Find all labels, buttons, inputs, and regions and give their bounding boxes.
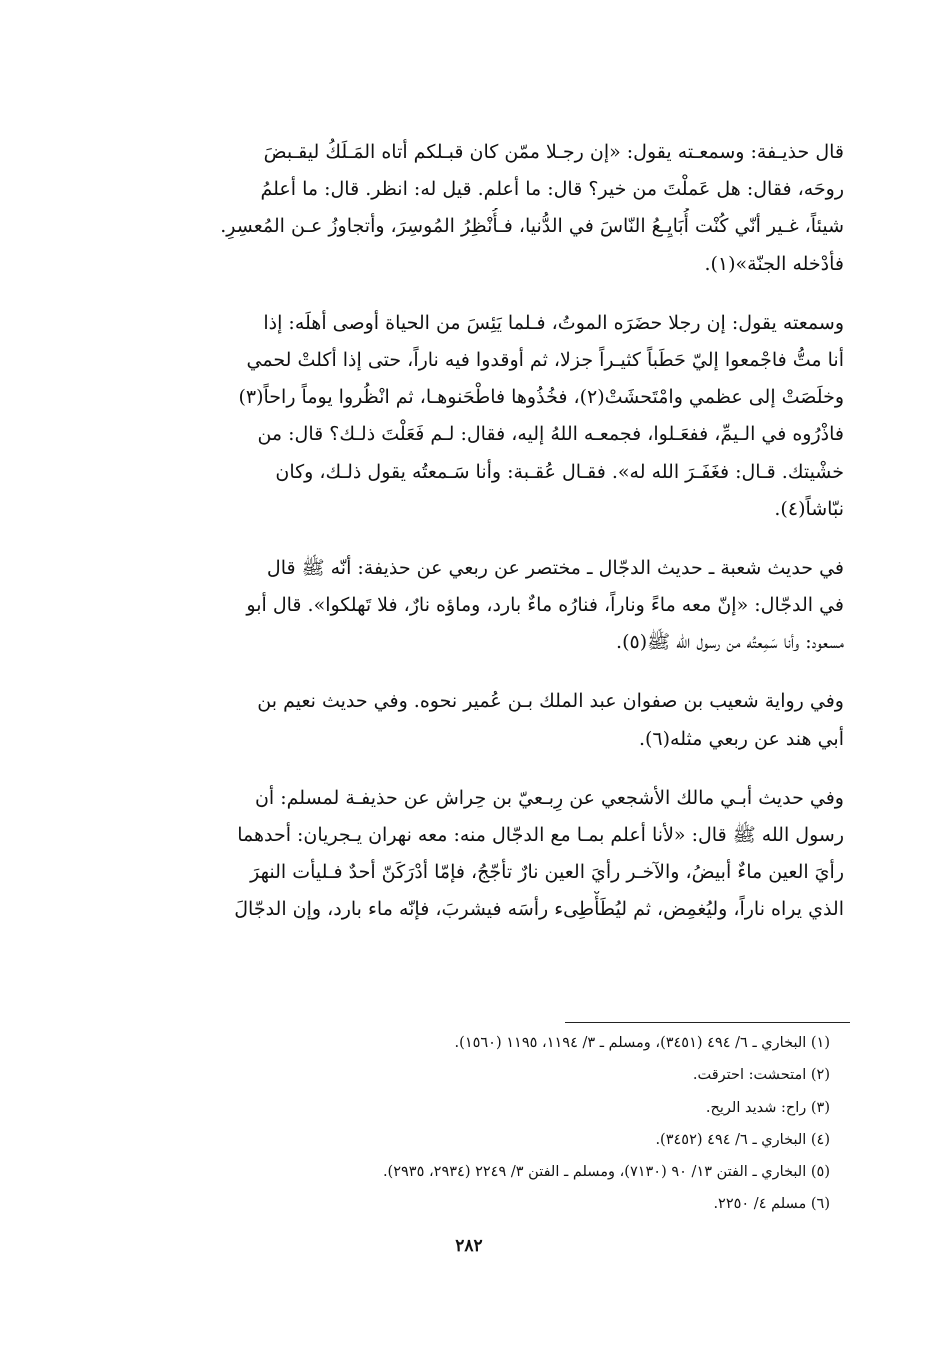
footnotes <box>80 1027 830 1221</box>
page-number: ٢٨٢ <box>455 1236 483 1256</box>
text-line: رأيَ العين ماءٌ أبيضُ، والآخـر رأيَ العين نارٌ تأجّجُ، فإمّا أدْرَكَنّ أحدٌ فـليأت النهرَ <box>250 861 844 884</box>
text-line: فأدْخله الجنّة»(١). <box>704 252 844 275</box>
text-line: شيئاً، غـير أنّي كُنْت أُبَايِـعُ النّاسَ في الدُّنيا، فـأُنْظِرُ المُوسِرَ، وأتجاوزُ عـن المُعسِرِ. <box>220 215 844 238</box>
text-line: وسمعته يقول: إن رجلا حضَرَه الموتُ، فـلما يَئِسَ من الحياة أوصى أهلَه: إذا <box>263 311 844 334</box>
text-line: في حديث شعبة ـ حديث الدجّال ـ مختصر عن ربعي عن حذيفة: أنّه ﷺ قال <box>266 556 844 579</box>
text-line: خشْيتك. قـال: فغَفَـرَ الله له». فقـال عُقـبة: وأنا سَـمعتُه يقول ذلـك، وكان <box>275 460 844 483</box>
text-line: نبّاشاً(٤). <box>774 497 844 520</box>
footnote-divider <box>565 1022 850 1023</box>
text-line: قال حذيـفة: وسمعـته يقول: «إن رجـلا ممّن كان قبـلكم أتاه المَـلَكُ ليقـبضَ <box>263 141 844 163</box>
paragraph-abu-malik <box>80 780 844 929</box>
footnote-4: (٤) البخاري ـ ٦/ ٤٩٤ (٣٤٥٢). <box>655 1131 830 1148</box>
text-line: الذي يراه ناراً، وليُغمِض، ثم ليُطَأْطِىء رأسَه فيشربَ، فإنّه ماء بارد، وإن الدجّالَ <box>234 898 844 921</box>
text-line: في الدجّال: «إنّ معه ماءً وناراً، فنارُه ماءٌ بارد، وماؤه نارٌ، فلا تَهلكوا». قال أبو <box>246 594 844 617</box>
paragraph-dying-man <box>80 305 844 528</box>
text-line: أبي هند عن ربعي مثله(٦). <box>638 727 844 750</box>
text-line: وفي حديث أبـي مالك الأشجعي عن رِبـعيّ بن حِراش عن حذيفـة لمسلم: أن <box>254 786 844 809</box>
text-line: رسول الله ﷺ قال: «لأنا أعلم بمـا مع الدجّال منه: معه نهران يـجريان: أحدهما <box>237 824 844 846</box>
text-line: وفي رواية شعيب بن صفوان عبد الملك بـن عُمير نحوه. وفي حديث نعيم بن <box>257 690 844 713</box>
text-line: أنا متُّ فاجْمعوا إليّ حَطَباً كثيـراً جزلا، ثم أوقدوا فيه ناراً، حتى إذا أكلتْ لحمي <box>246 348 844 371</box>
text-line: وخلَصَتْ إلى عظمي وامْتَحشَتْ(٢)، فخُذُوها فاطْحَنوهـا، ثم انْظُروا يوماً راحاً(٣) <box>238 386 844 409</box>
footnote-1: (١) البخاري ـ ٦/ ٤٩٤ (٣٤٥١)، ومسلم ـ ٣/ ١١٩٤، ١١٩٥ (١٥٦٠). <box>454 1035 830 1051</box>
text-line: روحَه، فقال: هل عَملْتَ من خير؟ قال: ما أعلم. قيل له: انظر. قال: ما أعلمُ <box>260 178 844 201</box>
footnote-3: (٣) راح: شديد الريح. <box>705 1099 830 1116</box>
text-line: فاذْرُوه في الـيمِّ، ففعَـلوا، فجمعـه اللهُ إليه، فقال: لـم فَعَلْتَ ذلـك؟ قال: من <box>257 423 844 446</box>
paragraph-shuba <box>80 550 844 662</box>
footnote-5: (٥) البخاري ـ الفتن ١٣/ ٩٠ (٧١٣٠)، ومسلم ـ الفتن ٣/ ٢٢٤٩ (٢٩٣٤، ٢٩٣٥). <box>382 1164 830 1181</box>
paragraph-hadith-huzaifa <box>80 134 844 283</box>
main-text <box>80 134 844 951</box>
footnote-6: (٦) مسلم ٤/ ٢٢٥٠. <box>713 1196 830 1213</box>
paragraph-shuaib <box>80 683 844 757</box>
footnote-2: (٢) امتحشت: احترقت. <box>692 1067 830 1084</box>
text-line: مسعود: وأنا سَمِعتُه من رسول الله ﷺ(٥). <box>616 631 844 654</box>
